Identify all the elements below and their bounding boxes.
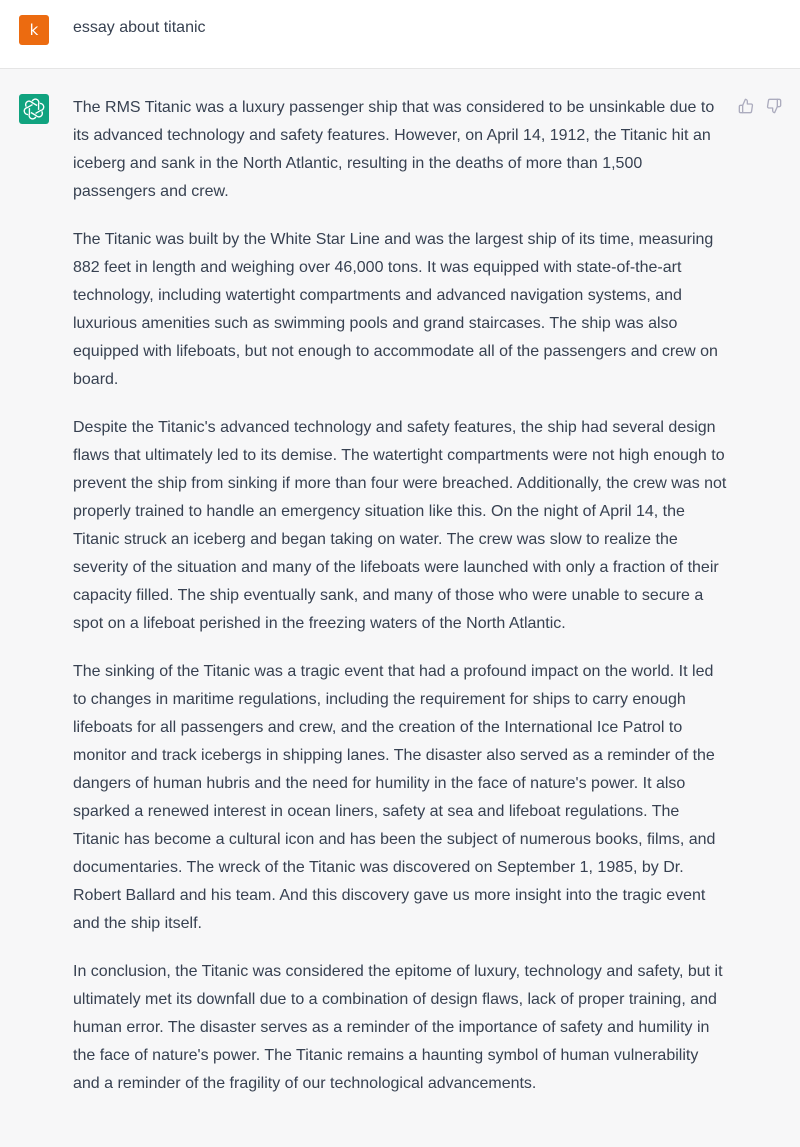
user-message-text: essay about titanic (73, 19, 206, 36)
reply-paragraph-1: The RMS Titanic was a luxury passenger ship that was considered to be unsinkable due to its advanced technology and safety features. However, on April 14, 1912, the Titanic hit an iceberg and sank in the North Atlantic, resulting in the deaths of more than 1,500 passengers and crew. (73, 99, 715, 200)
reply-paragraph-4: The sinking of the Titanic was a tragic event that had a profound impact on the world. It led to changes in maritime regulations, including the requirement for ships to carry enough lifeboats for all passengers and crew, and the creation of the International Ice Patrol to monitor and track icebergs in shipping lanes. The disaster also served as a reminder of the dangers of human hubris and the need for humility in the face of nature's power. It also sparked a renewed interest in ocean liners, safety at sea and lifeboat regulations. The Titanic has become a cultural icon and has been the subject of numerous books, films, and documentaries. The wreck of the Titanic was discovered on September 1, 1985, by Dr. Robert Ballard and his team. And this discovery gave us more insight into the tragic event and the ship itself. (73, 663, 716, 932)
thumbs-down-button[interactable] (765, 97, 783, 115)
reply-paragraph-3: Despite the Titanic's advanced technology and safety features, the ship had several design flaws that ultimately led to its demise. The watertight compartments were not high enough to prevent the ship from sinking if more than four were breached. Additionally, the crew was not properly trained to handle an emergency situation like this. On the night of April 14, the Titanic struck an iceberg and began taking on water. The crew was slow to realize the severity of the situation and many of the lifeboats were launched with only a fraction of their capacity filled. The ship eventually sank, and many of those who were unable to secure a spot on a lifeboat perished in the freezing waters of the North Atlantic. (73, 419, 727, 632)
thumbs-down-icon (766, 98, 782, 114)
thumbs-up-icon (738, 98, 754, 114)
user-avatar (19, 15, 49, 45)
assistant-reply (73, 94, 728, 1118)
user-avatar-letter: k (29, 21, 39, 39)
assistant-message-row (0, 69, 800, 1147)
thumbs-up-button[interactable] (737, 97, 755, 115)
user-message-row (0, 0, 800, 69)
reply-paragraph-5: In conclusion, the Titanic was considered the epitome of luxury, technology and safety, but it ultimately met its downfall due to a combination of design flaws, lack of proper training, and human error. The disaster serves as a reminder of the importance of safety and humility in the face of nature's power. The Titanic remains a haunting symbol of human vulnerability and a reminder of the fragility of our technological advancements. (73, 963, 723, 1092)
openai-logo-icon (23, 98, 45, 120)
assistant-avatar (19, 94, 49, 124)
reply-paragraph-2: The Titanic was built by the White Star Line and was the largest ship of its time, measuring 882 feet in length and weighing over 46,000 tons. It was equipped with state-of-the-art technology, including watertight compartments and advanced navigation systems, and luxurious amenities such as swimming pools and grand staircases. The ship was also equipped with lifeboats, but not enough to accommodate all of the passengers and crew on board. (73, 231, 718, 388)
